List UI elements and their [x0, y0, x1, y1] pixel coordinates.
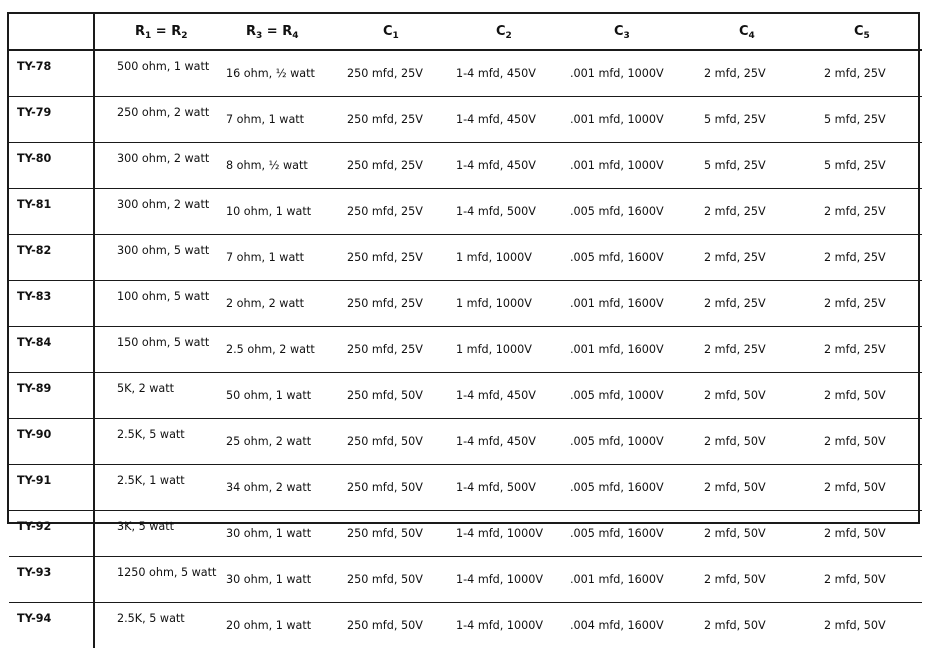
value-cell: 1-4 mfd, 500V — [450, 465, 566, 511]
value-cell: 25 ohm, 2 watt — [214, 419, 339, 465]
value-cell: 300 ohm, 2 watt — [94, 143, 214, 189]
header-text-sub1: 3 — [624, 31, 630, 41]
value-cell: 1-4 mfd, 450V — [450, 50, 566, 97]
value-cell: 2 mfd, 25V — [694, 235, 812, 281]
value-cell: 2.5 ohm, 2 watt — [214, 327, 339, 373]
header-c5 — [812, 14, 922, 50]
value-cell: 2 mfd, 50V — [812, 373, 922, 419]
header-r1-r2 — [94, 14, 214, 50]
header-text-base1: R — [246, 24, 256, 39]
value-cell: 2 mfd, 25V — [694, 50, 812, 97]
header-text-sub1: 1 — [393, 31, 399, 41]
value-cell: 2 mfd, 50V — [812, 465, 922, 511]
value-cell: 50 ohm, 1 watt — [214, 373, 339, 419]
model-cell: TY-90 — [9, 419, 94, 465]
value-cell: .005 mfd, 1000V — [566, 419, 694, 465]
header-text-base1: R — [135, 24, 145, 39]
value-cell: 250 mfd, 25V — [339, 327, 450, 373]
model-cell: TY-80 — [9, 143, 94, 189]
value-cell: 250 mfd, 25V — [339, 235, 450, 281]
value-cell: 5 mfd, 25V — [812, 143, 922, 189]
value-cell: 2 mfd, 25V — [812, 50, 922, 97]
component-values-table — [9, 14, 922, 648]
model-cell: TY-83 — [9, 281, 94, 327]
header-corner-cell — [9, 14, 94, 50]
header-c3 — [566, 14, 694, 50]
value-cell: .001 mfd, 1000V — [566, 143, 694, 189]
value-cell: .005 mfd, 1600V — [566, 511, 694, 557]
header-c2 — [450, 14, 566, 50]
table-row — [9, 143, 922, 189]
header-r3-r4 — [214, 14, 339, 50]
value-cell: 2 mfd, 50V — [812, 603, 922, 648]
value-cell: 1-4 mfd, 450V — [450, 373, 566, 419]
value-cell: 16 ohm, ½ watt — [214, 50, 339, 97]
model-cell: TY-89 — [9, 373, 94, 419]
value-cell: 2 mfd, 25V — [812, 189, 922, 235]
value-cell: 1 mfd, 1000V — [450, 327, 566, 373]
header-text-base1: C — [496, 24, 506, 39]
value-cell: 2 mfd, 25V — [812, 281, 922, 327]
value-cell: 150 ohm, 5 watt — [94, 327, 214, 373]
value-cell: 250 mfd, 25V — [339, 189, 450, 235]
value-cell: 250 mfd, 50V — [339, 373, 450, 419]
value-cell: 250 mfd, 50V — [339, 511, 450, 557]
header-row — [9, 14, 922, 50]
value-cell: 250 ohm, 2 watt — [94, 97, 214, 143]
value-cell: 1-4 mfd, 500V — [450, 189, 566, 235]
value-cell: 7 ohm, 1 watt — [214, 97, 339, 143]
value-cell: 30 ohm, 1 watt — [214, 557, 339, 603]
value-cell: 20 ohm, 1 watt — [214, 603, 339, 648]
value-cell: .001 mfd, 1000V — [566, 50, 694, 97]
value-cell: 2 mfd, 25V — [694, 281, 812, 327]
header-text-base1: C — [739, 24, 749, 39]
value-cell: 1-4 mfd, 450V — [450, 419, 566, 465]
value-cell: 250 mfd, 50V — [339, 557, 450, 603]
value-cell: 34 ohm, 2 watt — [214, 465, 339, 511]
value-cell: .005 mfd, 1000V — [566, 373, 694, 419]
value-cell: 2.5K, 1 watt — [94, 465, 214, 511]
model-cell: TY-91 — [9, 465, 94, 511]
value-cell: .004 mfd, 1600V — [566, 603, 694, 648]
header-text-base1: C — [383, 24, 393, 39]
model-cell: TY-81 — [9, 189, 94, 235]
value-cell: 5 mfd, 25V — [694, 97, 812, 143]
value-cell: 100 ohm, 5 watt — [94, 281, 214, 327]
value-cell: .001 mfd, 1600V — [566, 281, 694, 327]
header-text-sub1: 2 — [506, 31, 512, 41]
value-cell: 1-4 mfd, 450V — [450, 97, 566, 143]
table-row — [9, 97, 922, 143]
header-text-base1: C — [614, 24, 624, 39]
value-cell: 500 ohm, 1 watt — [94, 50, 214, 97]
value-cell: 1 mfd, 1000V — [450, 281, 566, 327]
table-row — [9, 465, 922, 511]
value-cell: 5 mfd, 25V — [694, 143, 812, 189]
value-cell: 2 mfd, 25V — [812, 235, 922, 281]
model-cell: TY-78 — [9, 50, 94, 97]
header-text-sub1: 5 — [864, 31, 870, 41]
value-cell: 250 mfd, 50V — [339, 465, 450, 511]
header-text-base1: C — [854, 24, 864, 39]
header-c4 — [694, 14, 812, 50]
value-cell: 1 mfd, 1000V — [450, 235, 566, 281]
model-cell: TY-84 — [9, 327, 94, 373]
value-cell: 2 mfd, 50V — [694, 373, 812, 419]
header-text-sub2: 4 — [292, 31, 298, 41]
value-cell: 2 mfd, 50V — [812, 511, 922, 557]
table-row — [9, 327, 922, 373]
value-cell: 5K, 2 watt — [94, 373, 214, 419]
header-text-eq: = — [151, 24, 171, 39]
header-text-eq: = — [262, 24, 282, 39]
model-cell: TY-79 — [9, 97, 94, 143]
table-row — [9, 511, 922, 557]
value-cell: 300 ohm, 5 watt — [94, 235, 214, 281]
value-cell: 2 mfd, 50V — [812, 419, 922, 465]
value-cell: .001 mfd, 1600V — [566, 557, 694, 603]
value-cell: 250 mfd, 25V — [339, 50, 450, 97]
header-text-base2: R — [171, 24, 181, 39]
table-row — [9, 281, 922, 327]
header-text-sub1: 3 — [256, 31, 262, 41]
value-cell: 1-4 mfd, 1000V — [450, 511, 566, 557]
value-cell: 1-4 mfd, 1000V — [450, 557, 566, 603]
table-body — [9, 50, 922, 648]
value-cell: 2 mfd, 25V — [812, 327, 922, 373]
table-row — [9, 603, 922, 648]
value-cell: 250 mfd, 50V — [339, 603, 450, 648]
component-values-table-frame — [7, 12, 920, 524]
value-cell: 2 mfd, 50V — [694, 603, 812, 648]
value-cell: 1250 ohm, 5 watt — [94, 557, 214, 603]
value-cell: 250 mfd, 25V — [339, 143, 450, 189]
model-cell: TY-94 — [9, 603, 94, 648]
value-cell: 2 ohm, 2 watt — [214, 281, 339, 327]
table-row — [9, 557, 922, 603]
value-cell: 2.5K, 5 watt — [94, 603, 214, 648]
value-cell: 2 mfd, 50V — [694, 557, 812, 603]
value-cell: 300 ohm, 2 watt — [94, 189, 214, 235]
value-cell: 2 mfd, 50V — [812, 557, 922, 603]
value-cell: 250 mfd, 25V — [339, 281, 450, 327]
value-cell: 2 mfd, 50V — [694, 419, 812, 465]
value-cell: 250 mfd, 25V — [339, 97, 450, 143]
value-cell: .005 mfd, 1600V — [566, 465, 694, 511]
header-text-sub2: 2 — [181, 31, 187, 41]
value-cell: 8 ohm, ½ watt — [214, 143, 339, 189]
header-c1 — [339, 14, 450, 50]
value-cell: 3K, 5 watt — [94, 511, 214, 557]
value-cell: .001 mfd, 1000V — [566, 97, 694, 143]
table-row — [9, 189, 922, 235]
value-cell: 10 ohm, 1 watt — [214, 189, 339, 235]
value-cell: 250 mfd, 50V — [339, 419, 450, 465]
table-row — [9, 235, 922, 281]
value-cell: .001 mfd, 1600V — [566, 327, 694, 373]
value-cell: 2 mfd, 50V — [694, 465, 812, 511]
value-cell: .005 mfd, 1600V — [566, 189, 694, 235]
value-cell: 2.5K, 5 watt — [94, 419, 214, 465]
table-row — [9, 50, 922, 97]
value-cell: 1-4 mfd, 1000V — [450, 603, 566, 648]
model-cell: TY-82 — [9, 235, 94, 281]
model-cell: TY-92 — [9, 511, 94, 557]
value-cell: .005 mfd, 1600V — [566, 235, 694, 281]
header-text-base2: R — [282, 24, 292, 39]
header-text-sub1: 4 — [749, 31, 755, 41]
value-cell: 2 mfd, 50V — [694, 511, 812, 557]
table-row — [9, 373, 922, 419]
header-text-sub1: 1 — [145, 31, 151, 41]
model-cell: TY-93 — [9, 557, 94, 603]
value-cell: 7 ohm, 1 watt — [214, 235, 339, 281]
value-cell: 30 ohm, 1 watt — [214, 511, 339, 557]
value-cell: 2 mfd, 25V — [694, 327, 812, 373]
table-row — [9, 419, 922, 465]
value-cell: 5 mfd, 25V — [812, 97, 922, 143]
value-cell: 2 mfd, 25V — [694, 189, 812, 235]
value-cell: 1-4 mfd, 450V — [450, 143, 566, 189]
